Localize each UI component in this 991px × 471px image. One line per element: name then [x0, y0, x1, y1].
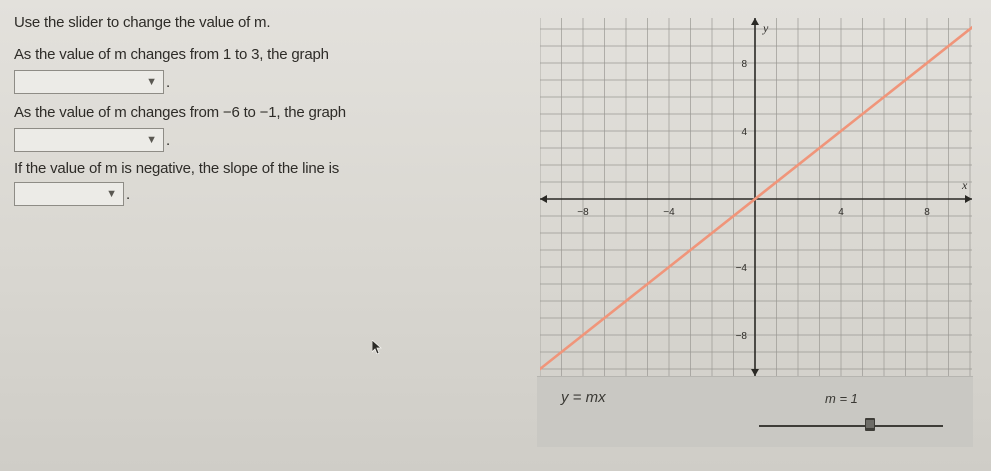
- question-3-text: If the value of m is negative, the slope of the line is: [14, 160, 340, 177]
- m-value-label: m = 1: [825, 391, 858, 406]
- x-axis-label: x: [962, 178, 968, 192]
- x-tick-label: 8: [924, 207, 930, 218]
- m-slider-thumb[interactable]: [865, 418, 875, 431]
- y-tick-label: −8: [735, 331, 747, 342]
- equation-label: y = mx: [561, 389, 606, 406]
- y-axis-arrow-down: [751, 369, 759, 376]
- coordinate-graph: [540, 18, 972, 376]
- chevron-down-icon: ▼: [146, 134, 157, 146]
- question-3-period: .: [126, 186, 131, 203]
- x-tick-label: 4: [838, 207, 844, 218]
- question-3-dropdown[interactable]: [14, 182, 124, 206]
- slider-panel: [537, 376, 973, 447]
- chevron-down-icon: ▼: [106, 188, 117, 200]
- x-axis-arrow: [965, 195, 972, 203]
- chevron-down-icon: ▼: [146, 76, 157, 88]
- question-2-period: .: [166, 132, 171, 149]
- question-2-text: As the value of m changes from −6 to −1, the graph: [14, 104, 346, 121]
- y-tick-label: 8: [741, 59, 747, 70]
- graph-canvas: [540, 18, 972, 376]
- y-tick-label: 4: [741, 127, 747, 138]
- x-axis-arrow-left: [540, 195, 547, 203]
- y-axis-arrow: [751, 18, 759, 25]
- m-slider-track[interactable]: [759, 425, 943, 427]
- instruction-text: Use the slider to change the value of m.: [14, 14, 271, 31]
- x-tick-label: −8: [577, 207, 589, 218]
- question-1-text: As the value of m changes from 1 to 3, the graph: [14, 46, 329, 63]
- question-1-period: .: [166, 74, 171, 91]
- question-1-dropdown[interactable]: [14, 70, 164, 94]
- x-tick-label: −4: [663, 207, 675, 218]
- y-axis-label: y: [763, 21, 769, 35]
- y-tick-label: −4: [735, 263, 747, 274]
- mouse-pointer-icon: [372, 340, 382, 354]
- question-2-dropdown[interactable]: [14, 128, 164, 152]
